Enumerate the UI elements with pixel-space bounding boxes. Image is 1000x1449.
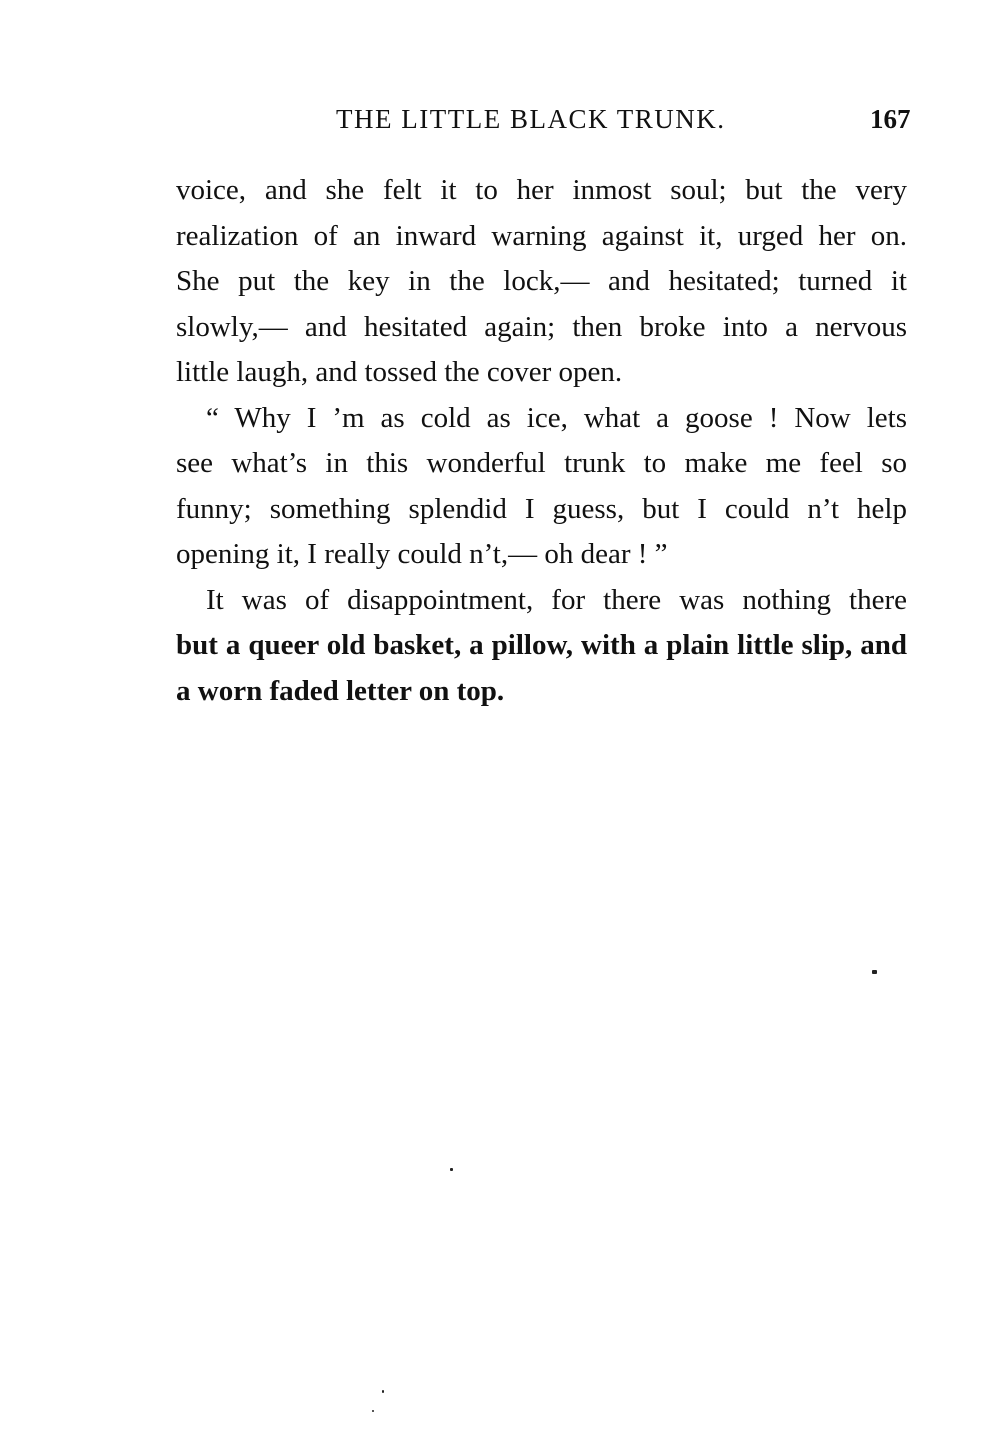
scan-speck — [382, 1390, 384, 1393]
text-line: a worn faded letter on top. — [176, 674, 505, 707]
text-line: funny; something splendid I guess, but I could n’t help — [176, 492, 907, 525]
text-line: opening it, I really could n’t,— oh dear ! ” — [176, 538, 668, 570]
text-line: She put the key in the lock,— and hesitated; turned it — [176, 265, 907, 297]
scan-speck — [372, 1410, 374, 1412]
text-line: but a queer old basket, a pillow, with a plain little slip, and — [176, 629, 907, 661]
text-line: slowly,— and hesitated again; then broke into a nervous — [176, 310, 907, 343]
text-line: It was of disappointment, for there was nothing there — [206, 583, 907, 616]
running-title: THE LITTLE BLACK TRUNK. — [336, 104, 726, 134]
text-line: see what’s in this wonderful trunk to make me feel so — [176, 447, 907, 479]
text-line: realization of an inward warning against it, urged her on. — [176, 219, 907, 252]
text-line: voice, and she felt it to her inmost soul; but the very — [176, 174, 907, 206]
page-number: 167 — [870, 104, 911, 134]
scan-speck — [450, 1168, 453, 1171]
body-text — [176, 168, 907, 714]
text-line: little laugh, and tossed the cover open. — [176, 356, 623, 388]
scan-speck — [872, 970, 877, 974]
text-line: “ Why I ’m as cold as ice, what a goose ! Now lets — [206, 401, 907, 434]
